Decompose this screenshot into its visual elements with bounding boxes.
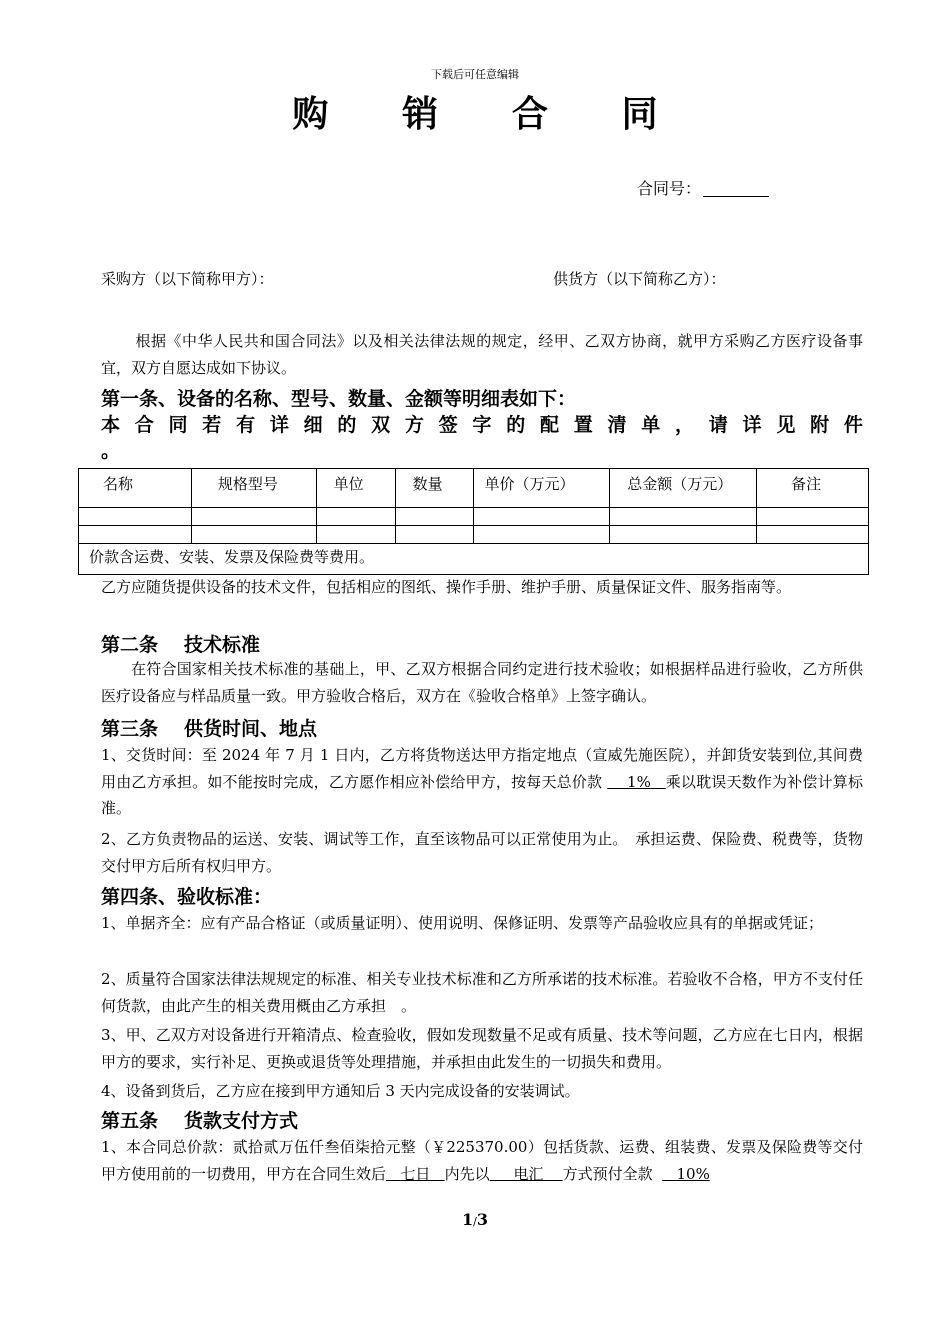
table-header-cell: 数量	[395, 469, 474, 508]
note-char: 单	[641, 414, 661, 436]
note-char: 双	[371, 414, 391, 436]
article5-paragraph-1	[101, 1134, 863, 1187]
table-header-cell: 规格型号	[191, 469, 316, 508]
article3-p1-text-end: 乘以耽误天数作为补偿计算标准。	[101, 772, 863, 817]
note-char: 本	[101, 414, 121, 436]
table-row	[79, 526, 869, 544]
table-header-cell: 备注	[757, 469, 869, 508]
table-cell	[191, 508, 316, 526]
table-cell	[474, 526, 610, 544]
article3-paragraph-1	[101, 742, 863, 822]
payment-method	[490, 1165, 563, 1183]
table-header-cell: 单价（万元）	[474, 469, 610, 508]
article5-heading	[101, 1106, 298, 1133]
page-current: 1	[462, 1210, 474, 1229]
table-cell	[191, 526, 316, 544]
article4-paragraph-4: 4、设备到货后，乙方应在接到甲方通知后 3 天内完成设备的安装调试。	[101, 1082, 580, 1100]
article5-p1-text: 1、本合同总价款：贰拾贰万伍仟叁佰柒拾元整（￥225370.00）包括货款、运费、组装费、发票及保险费等交付甲方使用前的一切费用，甲方在合同生效后	[101, 1138, 863, 1183]
table-cell	[610, 508, 757, 526]
article3-heading	[101, 714, 317, 741]
article1-note-end: 。	[101, 440, 121, 462]
note-char: 合	[134, 414, 154, 436]
note-char: ，	[675, 414, 695, 436]
after-table-paragraph: 乙方应随货提供设备的技术文件，包括相应的图纸、操作手册、维护手册、质量保证文件、服务指南等。	[101, 578, 792, 596]
article1-note	[101, 410, 863, 437]
prepay-days	[386, 1165, 445, 1183]
note-char: 配	[539, 414, 559, 436]
payment-method-value: 电汇	[513, 1164, 544, 1183]
table-cell	[79, 508, 192, 526]
top-note: 下载后可任意编辑	[431, 68, 519, 81]
article3-paragraph-2: 2、乙方负责物品的运送、安装、调试等工作，直至该物品可以正常使用为止。 承担运费、保险费、税费等，货物交付甲方后所有权归甲方。	[101, 830, 863, 875]
article3-p1-text: 1、交货时间：至 2024 年 7 月 1 日内，乙方将货物送达甲方指定地点（宣威先施医院），并卸货安装到位,其间费用由乙方承担。如不能按时完成，乙方愿作相应补偿给甲方，按每天总价款	[101, 746, 863, 791]
note-char: 请	[708, 414, 728, 436]
note-char: 附	[810, 414, 830, 436]
table-cell	[316, 526, 395, 544]
note-char: 方	[404, 414, 424, 436]
article4-paragraph-2: 2、质量符合国家法律法规规定的标准、相关专业技术标准和乙方所承诺的技术标准。若验收不合格，甲方不支付任何货款，由此产生的相关费用概由乙方承担 。	[101, 970, 863, 1015]
table-header-row	[79, 469, 869, 508]
article5-p1-text-mid: 内先以	[444, 1164, 490, 1183]
note-char: 字	[472, 414, 492, 436]
table-cell	[79, 526, 192, 544]
intro-paragraph: 根据《中华人民共和国合同法》以及相关法律法规的规定，经甲、乙双方协商，就甲方采购乙方医疗设备事宜，双方自愿达成如下协议。	[101, 332, 863, 377]
contract-number-blank	[703, 180, 769, 197]
article4-heading: 第四条、验收标准：	[101, 886, 273, 908]
note-char: 有	[236, 414, 256, 436]
contract-number	[637, 176, 769, 199]
penalty-rate-value: 1%	[627, 772, 651, 791]
prepay-percent	[662, 1165, 710, 1183]
table-footer-note: 价款含运费、安装、发票及保险费等费用。	[79, 544, 869, 575]
table-cell	[395, 526, 474, 544]
buyer-label: 采购方（以下简称甲方）：	[101, 270, 274, 288]
equipment-table	[78, 468, 869, 575]
article1-heading: 第一条、设备的名称、型号、数量、金额等明细表如下：	[101, 388, 577, 410]
table-cell	[395, 508, 474, 526]
note-char: 详	[742, 414, 762, 436]
note-char: 详	[269, 414, 289, 436]
penalty-rate	[607, 773, 666, 791]
note-char: 的	[337, 414, 357, 436]
table-cell	[610, 526, 757, 544]
page-title: 购 销 合 同	[292, 93, 689, 135]
seller-label: 供货方（以下简称乙方）：	[553, 270, 726, 288]
article2-number: 第二条	[101, 634, 159, 656]
page-total: 3	[476, 1210, 488, 1229]
article2-heading	[101, 630, 260, 657]
table-header-cell: 名称	[79, 469, 192, 508]
page-separator: /	[473, 1215, 477, 1228]
table-cell	[757, 526, 869, 544]
article2-paragraph: 在符合国家相关技术标准的基础上，甲、乙双方根据合同约定进行技术验收；如根据样品进行验收，乙方所供医疗设备应与样品质量一致。甲方验收合格后，双方在《验收合格单》上签字确认。	[101, 660, 863, 705]
prepay-percent-value: 10%	[676, 1164, 710, 1183]
page-number	[0, 1210, 950, 1229]
note-char: 若	[202, 414, 222, 436]
prepay-days-value: 七日	[400, 1164, 431, 1183]
note-char: 签	[438, 414, 458, 436]
note-char: 同	[168, 414, 188, 436]
note-char: 的	[506, 414, 526, 436]
note-char: 件	[843, 414, 863, 436]
table-cell	[757, 508, 869, 526]
article3-number: 第三条	[101, 718, 159, 740]
table-header-cell: 总金额（万元）	[610, 469, 757, 508]
table-cell	[316, 508, 395, 526]
note-char: 见	[776, 414, 796, 436]
note-char: 细	[303, 414, 323, 436]
note-char: 置	[573, 414, 593, 436]
article5-p1-text-end: 方式预付全款	[562, 1164, 653, 1183]
table-row	[79, 508, 869, 526]
table-footer-row	[79, 544, 869, 575]
article4-paragraph-3: 3、甲、乙双方对设备进行开箱清点、检查验收，假如发现数量不足或有质量、技术等问题，乙方应在七日内，根据甲方的要求，实行补足、更换或退货等处理措施，并承担由此发生的一切损失和费用。	[101, 1026, 863, 1071]
table-header-cell: 单位	[316, 469, 395, 508]
article5-title: 货款支付方式	[184, 1110, 299, 1132]
table-cell	[474, 508, 610, 526]
note-char: 清	[607, 414, 627, 436]
article3-title: 供货时间、地点	[184, 718, 318, 740]
contract-number-label: 合同号：	[637, 179, 702, 198]
article4-paragraph-1: 1、单据齐全：应有产品合格证（或质量证明）、使用说明、保修证明、发票等产品验收应具有的单据或凭证；	[101, 914, 824, 932]
article5-number: 第五条	[101, 1110, 159, 1132]
article2-title: 技术标准	[184, 634, 261, 656]
